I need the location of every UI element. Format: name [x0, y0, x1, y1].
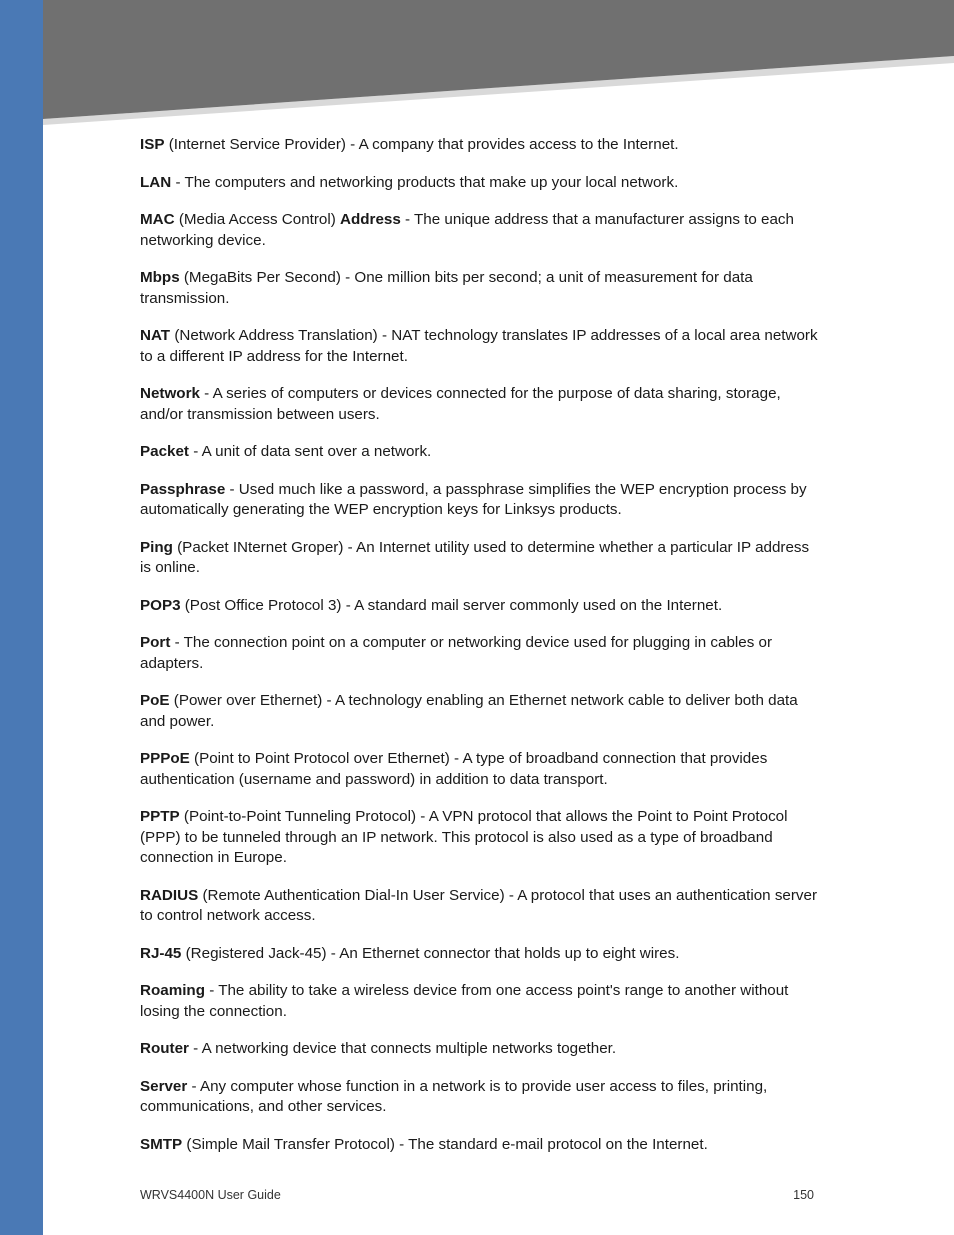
glossary-term: NAT	[140, 327, 171, 344]
glossary-definition: - The connection point on a computer or networking device used for plugging in cables or adapters.	[140, 634, 773, 672]
glossary-term: SMTP	[140, 1135, 183, 1153]
glossary-entry	[140, 944, 820, 965]
glossary-definition: (Simple Mail Transfer Protocol) - The standard e-mail protocol on the Internet.	[182, 1135, 708, 1153]
glossary-definition: (MegaBits Per Second) - One million bits per second; a unit of measurement for data transmission.	[140, 269, 753, 307]
glossary-definition: - The ability to take a wireless device from one access point's range to another without losing the connection.	[140, 982, 789, 1020]
glossary-entry	[140, 886, 820, 927]
glossary-term: RADIUS	[140, 886, 199, 904]
glossary-entry	[140, 384, 820, 425]
footer-page-number: 150	[793, 1188, 814, 1202]
glossary-term: ISP	[140, 136, 165, 153]
glossary-list	[140, 135, 820, 1155]
glossary-definition: (Media Access Control)	[174, 211, 341, 228]
glossary-term: Server	[140, 1077, 188, 1095]
glossary-definition: (Point to Point Protocol over Ethernet) - A type of broadband connection that provides authentication (username and password) in addition to data transport.	[140, 750, 768, 788]
glossary-term: Packet	[140, 443, 189, 460]
glossary-term-secondary: Address	[340, 211, 401, 228]
glossary-definition: (Network Address Translation) - NAT technology translates IP addresses of a local area network to a different IP address for the Internet.	[140, 327, 818, 365]
glossary-entry	[140, 596, 820, 617]
glossary-term: Port	[140, 634, 171, 651]
glossary-definition: (Point-to-Point Tunneling Protocol) - A VPN protocol that allows the Point to Point Protocol (PPP) to be tunneled through an IP network. This protocol is also used as a type of broadband connection in Europe.	[140, 808, 788, 866]
glossary-definition: - A unit of data sent over a network.	[188, 443, 432, 460]
glossary-term: Router	[140, 1040, 189, 1057]
glossary-term: PPPoE	[140, 750, 190, 767]
glossary-term: Mbps	[140, 269, 180, 286]
glossary-definition: (Remote Authentication Dial-In User Service) - A protocol that uses an authentication server to control network access.	[140, 886, 818, 924]
glossary-entry	[140, 135, 820, 156]
header-gray-fill	[43, 0, 954, 119]
glossary-term: Roaming	[140, 982, 205, 999]
glossary-definition: (Post Office Protocol 3) - A standard mail server commonly used on the Internet.	[180, 596, 723, 614]
glossary-entry	[140, 538, 820, 579]
glossary-term: PoE	[140, 692, 170, 709]
glossary-definition-continued: - The unique address that a manufacturer assigns to each networking device.	[140, 211, 794, 249]
glossary-definition: - Any computer whose function in a network is to provide user access to files, printing, communications, and other services.	[140, 1077, 768, 1115]
glossary-term: RJ-45	[140, 944, 182, 962]
glossary-definition: - A networking device that connects multiple networks together.	[188, 1040, 617, 1057]
glossary-definition: (Packet INternet Groper) - An Internet utility used to determine whether a particular IP address is online.	[140, 538, 810, 576]
glossary-term: PPTP	[140, 808, 180, 825]
glossary-entry	[140, 1077, 820, 1118]
glossary-definition: (Registered Jack-45) - An Ethernet connector that holds up to eight wires.	[181, 944, 680, 962]
glossary-entry	[140, 442, 820, 463]
glossary-definition: - A series of computers or devices connected for the purpose of data sharing, storage, and/or transmission between users.	[140, 385, 781, 423]
glossary-entry	[140, 633, 820, 674]
glossary-entry	[140, 749, 820, 790]
glossary-definition: - The computers and networking products that make up your local network.	[171, 173, 679, 191]
glossary-entry	[140, 480, 820, 521]
header-band	[43, 0, 954, 125]
glossary-definition: (Power over Ethernet) - A technology enabling an Ethernet network cable to deliver both data and power.	[140, 692, 798, 730]
glossary-term: MAC	[140, 211, 175, 228]
glossary-entry	[140, 807, 820, 869]
glossary-term: Passphrase	[140, 480, 226, 498]
glossary-entry	[140, 691, 820, 732]
glossary-entry	[140, 173, 820, 194]
glossary-definition: - Used much like a password, a passphrase simplifies the WEP encryption process by automatically generating the WEP encryption keys for Linksys products.	[140, 480, 807, 518]
glossary-entry	[140, 268, 820, 309]
glossary-term: Network	[140, 385, 200, 402]
glossary-term: LAN	[140, 173, 172, 191]
left-sidebar-bar	[0, 0, 43, 1235]
glossary-entry	[140, 326, 820, 367]
glossary-term: POP3	[140, 596, 181, 614]
glossary-entry	[140, 1135, 820, 1156]
glossary-entry	[140, 210, 820, 251]
footer-document-title: WRVS4400N User Guide	[140, 1188, 281, 1202]
glossary-entry	[140, 1039, 820, 1060]
glossary-entry	[140, 981, 820, 1022]
glossary-term: Ping	[140, 538, 173, 556]
glossary-definition: (Internet Service Provider) - A company that provides access to the Internet.	[164, 136, 679, 153]
